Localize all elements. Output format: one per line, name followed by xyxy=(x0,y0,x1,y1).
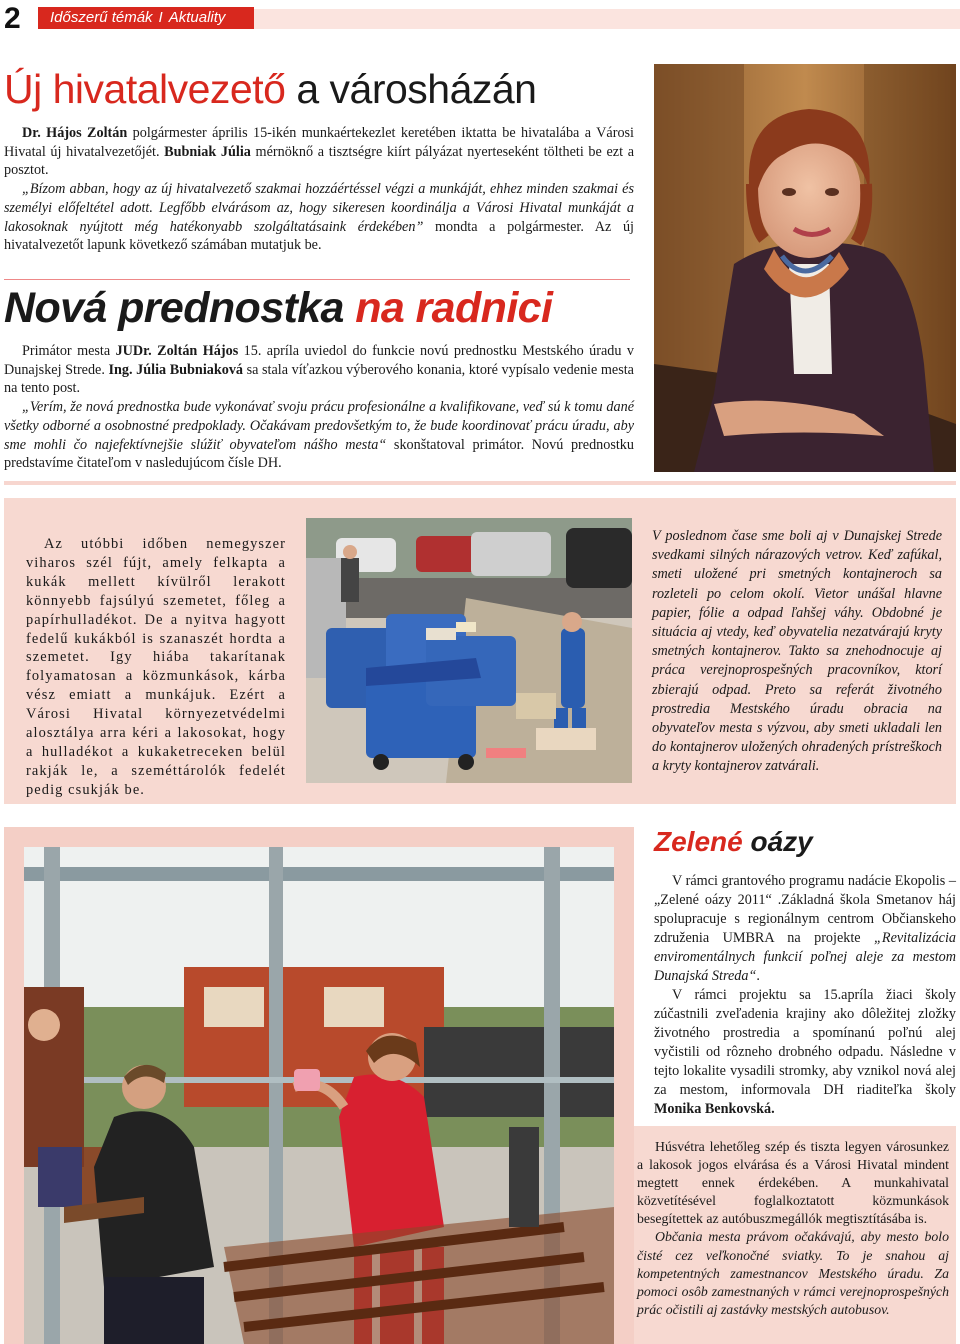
project-name: „Revitalizácia enviromentálnych funkcií poľnej aleje za mestom Dunajská Streda“ xyxy=(654,930,956,984)
section-separator: I xyxy=(158,9,163,26)
trash-bins-photo xyxy=(306,518,632,783)
wind-article-hu xyxy=(26,535,286,800)
article-sk-body xyxy=(4,342,634,473)
headline-green-highlight: Zelené xyxy=(654,826,743,857)
divider-strip xyxy=(4,481,956,485)
name-director: Monika Benkovská. xyxy=(654,1101,775,1117)
header-band xyxy=(254,9,960,29)
text-run: V rámci grantového programu nadácie Ekopolis – „Zelené oázy 2011“ .Základná škola Smetanov háj spolupracuje s regionálnym centrom Občianskeho združenia UMBRA na projekte xyxy=(654,873,956,946)
name-chief-sk: Ing. Júlia Bubniaková xyxy=(108,361,244,378)
text-run: polgármester április 15-ikén munkaértekezlet keretében iktatta be hivatalába a Városi Hivatal új hivatalvezetőjét. xyxy=(4,125,634,160)
article-hu-body xyxy=(4,124,634,255)
article-sk-paragraph-2 xyxy=(4,398,634,473)
headline-hu xyxy=(4,66,537,113)
text-run: . xyxy=(756,968,760,984)
bus-stop-photo xyxy=(24,847,614,1344)
headline-sk xyxy=(4,284,552,333)
text-run: mérnöknő a tisztségre kiírt pályázat nyerteseként töltheti be ezt a posztot. xyxy=(4,143,634,179)
text-run: mondta a polgármester. Az új hivatalvezetőt lapunk következő számában mutatjuk be. xyxy=(4,218,634,254)
easter-sk-text: Občania mesta právom očakávajú, aby mesto bolo čisté cez veľkonočné sviatky. To je snahou aj kompetentných zamestnancov Mestského úradu. Za pomoci osôb zamestnaných v rámci verejnoprospešných prác očistili aj zastávky mestských autobusov. xyxy=(637,1229,949,1317)
article-divider-rule xyxy=(4,279,630,280)
headline-sk-highlight: na radnici xyxy=(343,284,553,332)
wind-article-hu-text: Az utóbbi időben nemegyszer viharos szél fújt, amely felkapta a kukák mellett kívülről lerakott könnyebb fajsúlyú szemetet, főleg a papírhulladékot. De a nyitva hagyott fedelű kukákból is szanaszét hordta a szemetet. Igy hiába takarítanak folyamatosan a közmunkások, kárba vész emiatt a munkájuk. Ezért a Városi Hivatal környezetvédelmi alosztálya arra kéri a lakosokat, hogy a hulladékot a kukaketreceken belül rakják le, a szeméttárolók fedelét pedig csukják be. xyxy=(26,536,286,798)
section-header-bar xyxy=(38,7,254,29)
name-mayor-hu: Dr. Hájos Zoltán xyxy=(22,125,128,141)
quote-hu: „Bízom abban, hogy az új hivatalvezető szakmai hozzáértéssel végzi a munkáját, ehhez minden szakmai és személyi előfeltétel adott. Legfőbb elvárásom az, hogy sikeresen koordinálja a Városi Hivatal munkáját a lakosoknak nyújtott még hatékonyabb szolgáltatásaink érdekében” xyxy=(4,181,634,235)
article-hu-paragraph-2 xyxy=(4,180,634,255)
bus-stop-photo-frame xyxy=(4,827,634,1344)
headline-hu-rest: a városházán xyxy=(285,66,537,112)
name-mayor-sk: JUDr. Zoltán Hájos xyxy=(115,343,239,359)
green-oases-paragraph-1 xyxy=(654,872,956,986)
page-number: 2 xyxy=(4,2,21,35)
headline-green-rest: oázy xyxy=(742,826,813,857)
text-run: V rámci projektu sa 15.apríla žiaci školy zúčastnili zveľadenia krajiny ako dôležitej zložky životného prostredia a spomínanú poľnú alej vyčistili od rôzneho drobného odpadu. Následne v tejto lokalite vysadili stromky, aby vznikol nová alej za mestom, informovala DH riaditeľka školy xyxy=(654,987,956,1098)
headline-sk-dark: Nová prednostka xyxy=(4,284,344,332)
article-sk-paragraph-1 xyxy=(4,342,634,398)
easter-cleanup-body xyxy=(637,1138,949,1319)
wind-article-sk xyxy=(652,527,942,777)
text-run: 15. apríla uviedol do funkcie novú prednostku Mestského úradu v Dunajskej Strede. xyxy=(4,343,634,378)
wind-article-sk-text: V poslednom čase sme boli aj v Dunajskej Strede svedkami silných nárazových vetrov. Keď zafúkal, smeti uložené pri smetných kontajneroch sa rozleteli po celom okolí. Vietor unášal hlavne papier, fólie a odpad ľahšej váhy. Obdobné je situácia aj vtedy, keď obyvatelia nezatvárajú kryty smetných kontajnerov. Takto sa znehodnocuje aj práca verejnoprospešných pracovníkov, ktorí zbierajú odpad. Preto sa referát životného prostredia Mestského úradu obracia na obyvateľov mesta s výzvou, aby smeti ukladali len do kontajnerov uložených ohradených prístreškoch a kryty kontajnerov zatvárali. xyxy=(652,528,942,775)
section-label-hu: Időszerű témák xyxy=(50,9,153,26)
headline-green-oases xyxy=(654,826,813,858)
green-oases-body xyxy=(654,872,956,1119)
quote-sk: „Verím, že nová prednostka bude vykonávať svoju prácu profesionálne a kvalifikovane, veď sú k tomu dané všetky odborné a osobnostné predpoklady. Očakávam predovšetkým to, že bude koordinovať prácu úradu, aby sme mohli čo najefektívnejšie slúžiť obyvateľom nášho mesta“ xyxy=(4,399,634,453)
portrait-photo xyxy=(654,64,956,472)
section-label-sk: Aktuality xyxy=(168,9,226,26)
headline-hu-highlight: Új hivatalvezető xyxy=(4,66,286,112)
text-run: skonštatoval primátor. Novú prednostku predstavíme čitateľom v nasledujúcom čísle DH. xyxy=(4,436,634,472)
green-oases-paragraph-2 xyxy=(654,986,956,1119)
easter-hu-text: Húsvétra lehetőleg szép és tiszta legyen városunkez a lakosok jogos elvárása és a Városi Hivatal mindent megtett ennek érdekében. A munkahivatal közvetítésével foglalkoztatott közmunkások besegítettek az autóbuszmegállók megtisztításába is. xyxy=(637,1139,949,1227)
text-run: sa stala víťazkou výberového konania, ktoré vypísalo vedenie mesta na tento post. xyxy=(4,361,634,397)
article-hu-paragraph-1 xyxy=(4,124,634,180)
name-chief-hu: Bubniak Júlia xyxy=(164,143,251,160)
text-run: Primátor mesta xyxy=(22,343,116,359)
